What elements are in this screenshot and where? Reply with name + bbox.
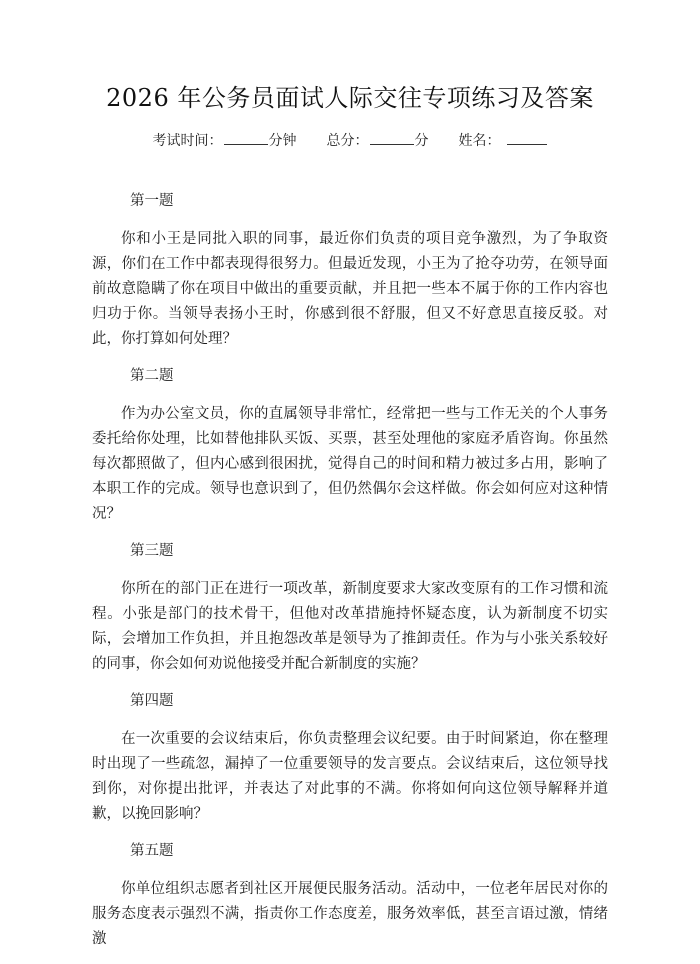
question-item (92, 364, 608, 527)
total-score-blank (370, 130, 414, 145)
question-body: 你和小王是同批入职的同事，最近你们负责的项目竞争激烈，为了争取资源，你们在工作中都表现得很努力。但最近发现，小王为了抢夺功劳，在领导面前故意隐瞒了你在项目中做出的重要贡献，并且把一些本不属于你的工作内容也归功于你。当领导表扬小王时，你感到很不舒服，但又不好意思直接反驳。对此，你打算如何处理？ (92, 231, 608, 347)
document-title: 2026 年公务员面试人际交往专项练习及答案 (106, 84, 594, 112)
question-item (92, 689, 608, 827)
exam-time-field (153, 130, 297, 151)
name-field (459, 130, 548, 151)
question-heading: 第三题 (130, 543, 174, 559)
question-list (92, 189, 608, 964)
question-body: 你单位组织志愿者到社区开展便民服务活动。活动中，一位老年居民对你的服务态度表示强烈不满，指责你工作态度差，服务效率低，甚至言语过激，情绪激 (92, 881, 608, 947)
question-body: 在一次重要的会议结束后，你负责整理会议纪要。由于时间紧迫，你在整理时出现了一些疏忽，漏掉了一位重要领导的发言要点。会议结束后，这位领导找到你，对你提出批评，并表达了对此事的不满。你将如何向这位领导解释并道歉，以挽回影响？ (92, 731, 608, 822)
question-item (92, 839, 608, 952)
exam-time-label: 考试时间： (152, 133, 223, 149)
question-heading: 第二题 (130, 368, 174, 384)
total-score-label: 总分： (326, 133, 369, 149)
exam-time-unit: 分钟 (268, 133, 297, 149)
name-label: 姓名： (458, 133, 501, 149)
exam-info-line (0, 130, 700, 151)
question-heading: 第五题 (130, 843, 174, 859)
question-item (92, 189, 608, 352)
total-score-unit: 分 (414, 133, 429, 149)
total-score-field (327, 130, 429, 151)
question-body: 作为办公室文员，你的直属领导非常忙，经常把一些与工作无关的个人事务委托给你处理，比如替他排队买饭、买票，甚至处理他的家庭矛盾咨询。你虽然每次都照做了，但内心感到很困扰，觉得自己的时间和精力被过多占用，影响了本职工作的完成。领导也意识到了，但仍然偶尔会这样做。你会如何应对这种情况？ (92, 406, 608, 522)
name-blank (507, 130, 547, 145)
exam-time-blank (224, 130, 268, 145)
question-heading: 第一题 (130, 193, 174, 209)
question-heading: 第四题 (130, 693, 174, 709)
question-body: 你所在的部门正在进行一项改革，新制度要求大家改变原有的工作习惯和流程。小张是部门的技术骨干，但他对改革措施持怀疑态度，认为新制度不切实际，会增加工作负担，并且抱怨改革是领导为了推卸责任。作为与小张关系较好的同事，你会如何劝说他接受并配合新制度的实施？ (92, 581, 608, 672)
question-item (92, 539, 608, 677)
